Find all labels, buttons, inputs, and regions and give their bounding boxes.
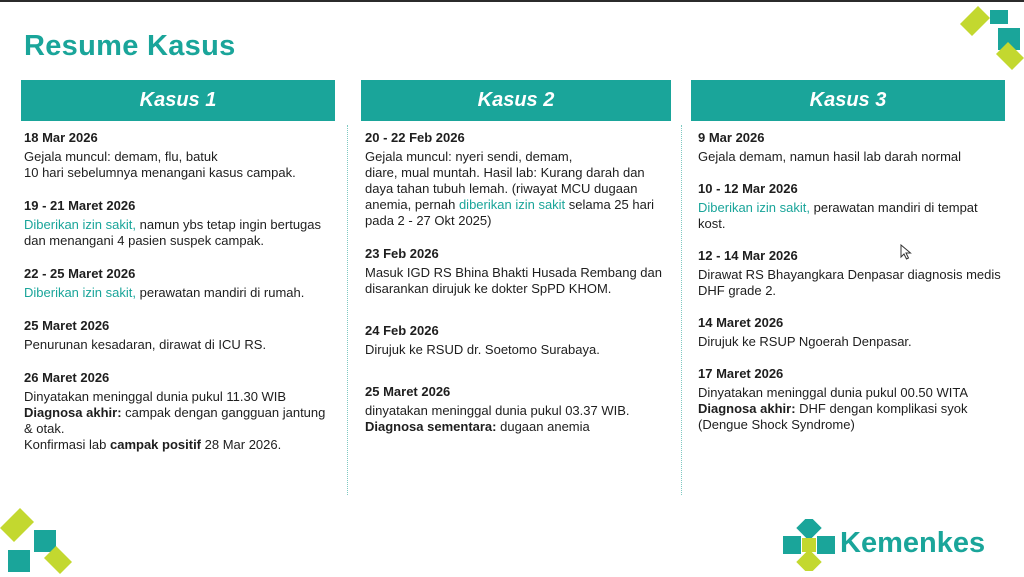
entry-date: 25 Maret 2026: [365, 384, 451, 399]
timeline-entry: [24, 318, 332, 353]
body-text: Dirujuk ke RSUD dr. Soetomo Surabaya.: [365, 342, 600, 357]
entry-date: 19 - 21 Maret 2026: [24, 198, 136, 213]
entry-text: [24, 337, 332, 353]
body-text: campak dengan gangguan jantung & otak.: [24, 405, 326, 436]
entry-text: [698, 149, 1004, 165]
body-text: Penurunan kesadaran, dirawat di ICU RS.: [24, 337, 267, 352]
bold-label: campak positif: [109, 437, 202, 452]
entry-text: [365, 342, 671, 358]
entry-text: [698, 334, 1004, 350]
kemenkes-logo-icon: [783, 519, 835, 571]
column-divider: [347, 125, 348, 495]
entry-text: [24, 217, 332, 249]
corner-logo-mark-icon: [950, 2, 1024, 74]
body-text: selama 25 hari pada 2 - 27 Okt 2025): [365, 197, 655, 228]
body-text: 28 Mar 2026.: [201, 437, 282, 452]
kasus-1-timeline: [24, 130, 332, 453]
timeline-entry: [365, 384, 671, 435]
entry-date: 24 Feb 2026: [365, 323, 439, 338]
timeline-entry: [365, 246, 671, 297]
entry-text: [24, 437, 332, 453]
entry-text: [698, 200, 1004, 232]
entry-text: [24, 285, 332, 301]
entry-date: 18 Mar 2026: [24, 130, 98, 145]
entry-text: [698, 385, 1004, 401]
body-text: perawatan mandiri di tempat kost.: [698, 200, 978, 231]
body-text: dinyatakan meninggal dunia pukul 03.37 WIB.: [365, 403, 630, 418]
entry-text: [24, 149, 332, 181]
kasus-2-timeline: [365, 130, 671, 435]
body-text: dugaan anemia: [496, 419, 590, 434]
timeline-entry: [698, 366, 1004, 433]
highlight-text: Diberikan izin sakit,: [698, 200, 810, 215]
entry-date: 10 - 12 Mar 2026: [698, 181, 798, 196]
entry-text: [24, 405, 332, 437]
entry-date: 9 Mar 2026: [698, 130, 765, 145]
body-text: namun ybs tetap ingin bertugas dan menangani 4 pasien suspek campak.: [24, 217, 322, 248]
timeline-entry: [24, 198, 332, 249]
entry-date: 12 - 14 Mar 2026: [698, 248, 798, 263]
bold-label: Diagnosa akhir:: [24, 405, 122, 420]
highlight-text: diberikan izin sakit: [458, 197, 566, 212]
mouse-cursor-icon: [900, 244, 912, 260]
body-text: perawatan mandiri di rumah.: [136, 285, 305, 300]
body-text: Gejala muncul: demam, flu, batuk 10 hari sebelumnya menangani kasus campak.: [24, 149, 296, 180]
timeline-entry: [698, 130, 1004, 165]
body-text: DHF dengan komplikasi syok (Dengue Shock Syndrome): [698, 401, 968, 432]
entry-date: 20 - 22 Feb 2026: [365, 130, 465, 145]
highlight-text: Diberikan izin sakit,: [24, 285, 136, 300]
corner-logo-mark-bottom-icon: [0, 508, 74, 577]
body-text: Dirujuk ke RSUP Ngoerah Denpasar.: [698, 334, 912, 349]
bold-label: Diagnosa akhir:: [698, 401, 796, 416]
body-text: Dinyatakan meninggal dunia pukul 00.50 WITA: [698, 385, 969, 400]
body-text: Dinyatakan meninggal dunia pukul 11.30 WIB: [24, 389, 287, 404]
body-text: Konfirmasi lab: [24, 437, 110, 452]
kemenkes-logo-text: Kemenkes: [840, 527, 986, 559]
timeline-entry: [24, 266, 332, 301]
entry-text: [365, 403, 671, 419]
body-text: Masuk IGD RS Bhina Bhakti Husada Rembang dan disarankan dirujuk ke dokter SpPD KHOM.: [365, 265, 662, 296]
body-text: Gejala demam, namun hasil lab darah normal: [698, 149, 962, 164]
body-text: Dirawat RS Bhayangkara Denpasar diagnosis medis DHF grade 2.: [698, 267, 1001, 298]
timeline-entry: [698, 315, 1004, 350]
highlight-text: Diberikan izin sakit,: [24, 217, 136, 232]
entry-text: [698, 267, 1004, 299]
timeline-entry: [365, 323, 671, 358]
entry-date: 26 Maret 2026: [24, 370, 110, 385]
entry-text: [365, 149, 671, 229]
column-divider: [681, 125, 682, 495]
kasus-3-timeline: [698, 130, 1004, 433]
entry-text: [24, 389, 332, 405]
kasus-3-header: Kasus 3: [691, 80, 1005, 121]
timeline-entry: [698, 181, 1004, 232]
page-title: Resume Kasus: [24, 30, 236, 62]
entry-text: [365, 265, 671, 297]
timeline-entry: [24, 370, 332, 453]
timeline-entry: [365, 130, 671, 229]
kasus-1-header: Kasus 1: [21, 80, 335, 121]
timeline-entry: [24, 130, 332, 181]
entry-date: 17 Maret 2026: [698, 366, 784, 381]
body-text: Gejala muncul: nyeri sendi, demam, diare, mual muntah. Hasil lab: Kurang darah dan daya tahan tubuh lemah. (riwayat MCU dugaan anemia, pernah: [365, 149, 645, 212]
entry-text: [365, 419, 671, 435]
entry-date: 25 Maret 2026: [24, 318, 110, 333]
timeline-entry: [698, 248, 1004, 299]
bold-label: Diagnosa sementara:: [365, 419, 497, 434]
entry-date: 22 - 25 Maret 2026: [24, 266, 136, 281]
entry-date: 23 Feb 2026: [365, 246, 439, 261]
top-border: [0, 0, 1024, 2]
entry-date: 14 Maret 2026: [698, 315, 784, 330]
entry-text: [698, 401, 1004, 433]
kasus-2-header: Kasus 2: [361, 80, 671, 121]
